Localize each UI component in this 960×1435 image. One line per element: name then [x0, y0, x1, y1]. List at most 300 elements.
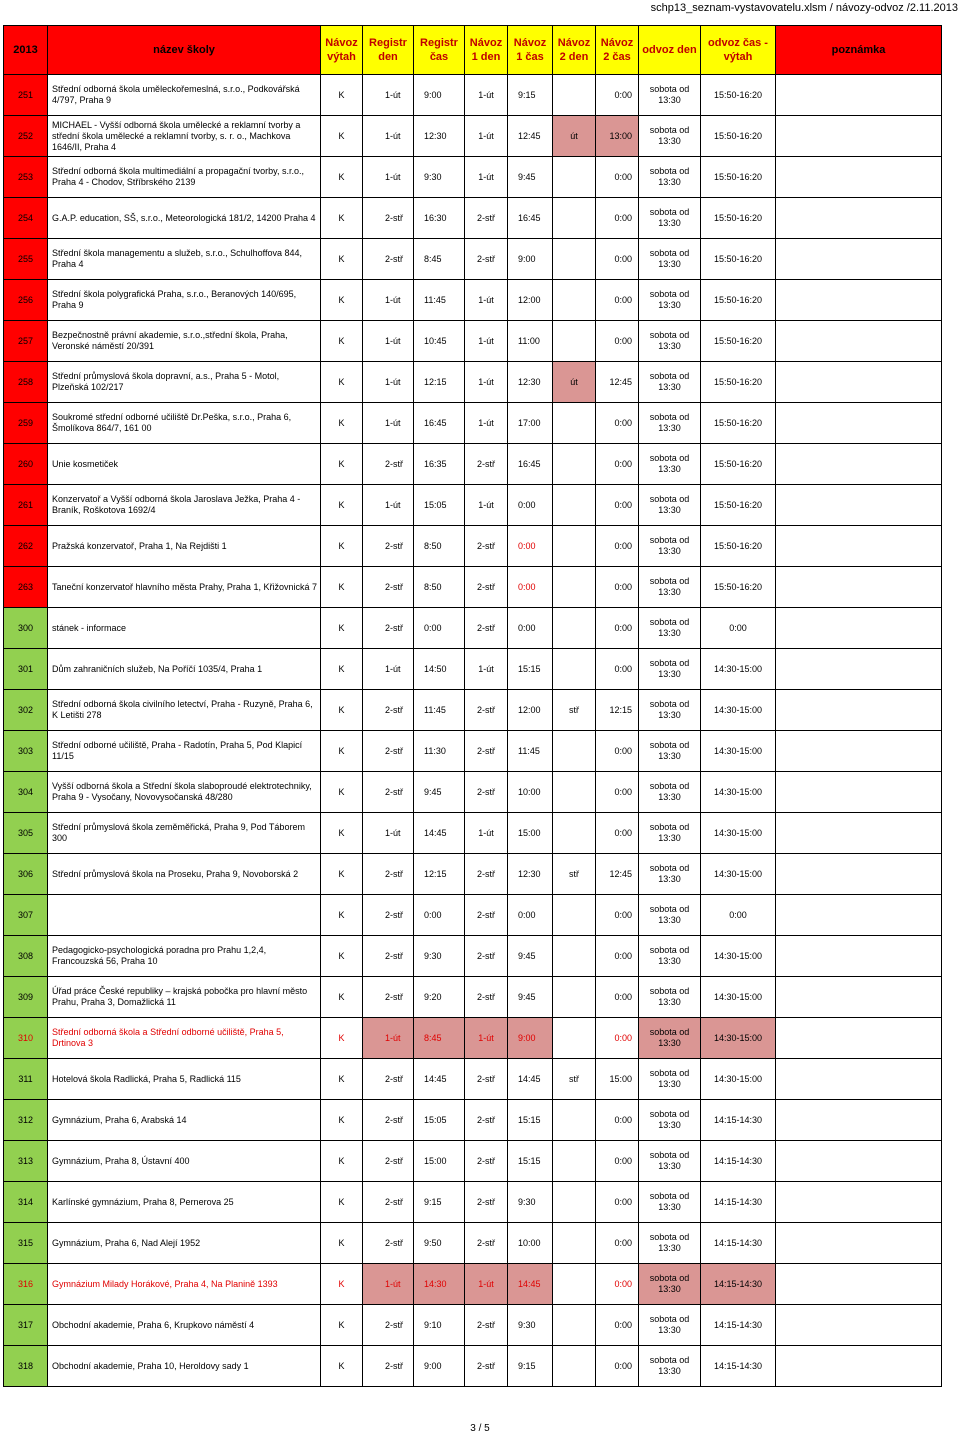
cell-registration-time: 16:45	[414, 403, 465, 444]
cell-delivery1-day: 2-stř	[465, 731, 508, 772]
cell-pickup-code: K	[321, 567, 363, 608]
cell-pickup-slot: 14:15-14:30	[701, 1223, 776, 1264]
cell-pickup-code: K	[321, 1100, 363, 1141]
cell-pickup-day: sobota od 13:30	[639, 1059, 701, 1100]
cell-delivery2-time: 0:00	[596, 649, 639, 690]
table-row	[4, 1141, 942, 1182]
cell-delivery1-day: 2-stř	[465, 772, 508, 813]
cell-delivery1-day: 2-stř	[465, 977, 508, 1018]
cell-school-name: Konzervatoř a Vyšší odborná škola Jaroslava Ježka, Praha 4 - Braník, Roškotova 1692/4	[48, 485, 321, 526]
col-header-n1-day: Návoz 1 den	[465, 26, 508, 75]
cell-pickup-slot: 14:30-15:00	[701, 1059, 776, 1100]
table-row	[4, 567, 942, 608]
cell-delivery2-day: út	[553, 116, 596, 157]
cell-registration-time: 9:20	[414, 977, 465, 1018]
table-row	[4, 403, 942, 444]
cell-delivery1-time: 9:45	[508, 157, 553, 198]
cell-note	[776, 567, 942, 608]
cell-note	[776, 526, 942, 567]
cell-row-number: 256	[4, 280, 48, 321]
cell-delivery2-day	[553, 813, 596, 854]
cell-delivery2-time: 0:00	[596, 936, 639, 977]
cell-registration-time: 10:45	[414, 321, 465, 362]
cell-delivery2-time: 0:00	[596, 157, 639, 198]
cell-delivery1-day: 2-stř	[465, 567, 508, 608]
cell-delivery1-time: 17:00	[508, 403, 553, 444]
cell-registration-time: 14:30	[414, 1264, 465, 1305]
cell-note	[776, 813, 942, 854]
cell-registration-day: 1-út	[363, 813, 414, 854]
col-header-reg-time: Registr čas	[414, 26, 465, 75]
cell-delivery2-day	[553, 239, 596, 280]
cell-row-number: 306	[4, 854, 48, 895]
cell-pickup-code: K	[321, 1305, 363, 1346]
cell-registration-time: 12:30	[414, 116, 465, 157]
cell-delivery2-day	[553, 198, 596, 239]
cell-pickup-code: K	[321, 649, 363, 690]
cell-school-name: Střední průmyslová škola zeměměřická, Praha 9, Pod Táborem 300	[48, 813, 321, 854]
cell-school-name: Střední odborné učiliště, Praha - Radotín, Praha 5, Pod Klapicí 11/15	[48, 731, 321, 772]
cell-note	[776, 1141, 942, 1182]
cell-pickup-code: K	[321, 1059, 363, 1100]
cell-note	[776, 1018, 942, 1059]
table-row	[4, 444, 942, 485]
cell-delivery2-time: 12:15	[596, 690, 639, 731]
table-row	[4, 280, 942, 321]
cell-pickup-slot: 15:50-16:20	[701, 485, 776, 526]
cell-pickup-code: K	[321, 854, 363, 895]
cell-delivery1-day: 1-út	[465, 321, 508, 362]
cell-pickup-day: sobota od 13:30	[639, 567, 701, 608]
cell-school-name: Střední průmyslová škola dopravní, a.s., Praha 5 - Motol, Plzeňská 102/217	[48, 362, 321, 403]
cell-delivery2-time: 0:00	[596, 567, 639, 608]
cell-delivery1-day: 2-stř	[465, 1059, 508, 1100]
cell-delivery1-day: 2-stř	[465, 1100, 508, 1141]
cell-pickup-slot: 14:15-14:30	[701, 1305, 776, 1346]
cell-registration-day: 2-stř	[363, 526, 414, 567]
cell-delivery2-time: 0:00	[596, 772, 639, 813]
cell-delivery2-day	[553, 280, 596, 321]
table-row	[4, 977, 942, 1018]
cell-registration-day: 2-stř	[363, 198, 414, 239]
table-row	[4, 1305, 942, 1346]
cell-delivery2-time: 0:00	[596, 1346, 639, 1387]
cell-school-name: Střední průmyslová škola na Proseku, Praha 9, Novoborská 2	[48, 854, 321, 895]
cell-delivery1-day: 1-út	[465, 362, 508, 403]
cell-delivery1-day: 1-út	[465, 813, 508, 854]
cell-registration-day: 1-út	[363, 1264, 414, 1305]
cell-row-number: 304	[4, 772, 48, 813]
table-row	[4, 1059, 942, 1100]
cell-delivery2-day	[553, 1223, 596, 1264]
cell-delivery2-day	[553, 157, 596, 198]
cell-delivery1-day: 2-stř	[465, 895, 508, 936]
cell-pickup-code: K	[321, 526, 363, 567]
col-header-reg-day: Registr den	[363, 26, 414, 75]
cell-delivery1-day: 2-stř	[465, 936, 508, 977]
cell-pickup-code: K	[321, 1346, 363, 1387]
cell-note	[776, 731, 942, 772]
cell-note	[776, 936, 942, 977]
cell-delivery2-day	[553, 75, 596, 116]
cell-registration-time: 9:00	[414, 75, 465, 116]
cell-delivery1-day: 2-stř	[465, 198, 508, 239]
table-row	[4, 731, 942, 772]
cell-note	[776, 1305, 942, 1346]
cell-pickup-day: sobota od 13:30	[639, 608, 701, 649]
cell-pickup-day: sobota od 13:30	[639, 1346, 701, 1387]
cell-pickup-day: sobota od 13:30	[639, 690, 701, 731]
cell-registration-day: 1-út	[363, 649, 414, 690]
cell-registration-day: 2-stř	[363, 1059, 414, 1100]
cell-delivery2-time: 0:00	[596, 485, 639, 526]
cell-pickup-code: K	[321, 157, 363, 198]
cell-delivery2-time: 12:45	[596, 854, 639, 895]
cell-pickup-slot: 0:00	[701, 895, 776, 936]
table-row	[4, 1100, 942, 1141]
cell-delivery2-day: stř	[553, 690, 596, 731]
cell-pickup-slot: 15:50-16:20	[701, 280, 776, 321]
cell-pickup-slot: 15:50-16:20	[701, 116, 776, 157]
cell-delivery1-day: 1-út	[465, 403, 508, 444]
cell-school-name: Střední odborná škola multimediální a propagační tvorby, s.r.o., Praha 4 - Chodov, Stříbrského 2139	[48, 157, 321, 198]
cell-registration-day: 2-stř	[363, 1141, 414, 1182]
cell-row-number: 300	[4, 608, 48, 649]
cell-registration-time: 0:00	[414, 608, 465, 649]
cell-note	[776, 1100, 942, 1141]
cell-pickup-code: K	[321, 690, 363, 731]
cell-delivery1-time: 12:30	[508, 362, 553, 403]
cell-registration-day: 2-stř	[363, 1346, 414, 1387]
cell-row-number: 254	[4, 198, 48, 239]
cell-row-number: 317	[4, 1305, 48, 1346]
cell-registration-time: 11:45	[414, 280, 465, 321]
cell-delivery2-time: 0:00	[596, 1141, 639, 1182]
cell-pickup-day: sobota od 13:30	[639, 280, 701, 321]
cell-registration-day: 1-út	[363, 280, 414, 321]
cell-delivery2-day: stř	[553, 854, 596, 895]
cell-pickup-slot: 14:30-15:00	[701, 772, 776, 813]
cell-registration-time: 0:00	[414, 895, 465, 936]
cell-pickup-slot: 15:50-16:20	[701, 567, 776, 608]
schedule-table	[3, 25, 942, 1387]
cell-note	[776, 485, 942, 526]
cell-delivery1-day: 2-stř	[465, 239, 508, 280]
cell-pickup-day: sobota od 13:30	[639, 1018, 701, 1059]
cell-pickup-slot: 14:30-15:00	[701, 936, 776, 977]
cell-delivery2-time: 0:00	[596, 977, 639, 1018]
cell-pickup-code: K	[321, 485, 363, 526]
table-row	[4, 116, 942, 157]
cell-delivery2-day	[553, 1100, 596, 1141]
cell-registration-time: 11:45	[414, 690, 465, 731]
cell-registration-day: 1-út	[363, 403, 414, 444]
col-header-pickup: Návoz výtah	[321, 26, 363, 75]
cell-registration-day: 2-stř	[363, 444, 414, 485]
cell-school-name: Karlínské gymnázium, Praha 8, Pernerova 25	[48, 1182, 321, 1223]
cell-registration-day: 2-stř	[363, 608, 414, 649]
cell-delivery2-time: 0:00	[596, 1305, 639, 1346]
cell-row-number: 253	[4, 157, 48, 198]
cell-row-number: 312	[4, 1100, 48, 1141]
cell-row-number: 251	[4, 75, 48, 116]
cell-pickup-day: sobota od 13:30	[639, 116, 701, 157]
cell-pickup-slot: 14:30-15:00	[701, 977, 776, 1018]
cell-registration-time: 9:45	[414, 772, 465, 813]
cell-delivery2-day	[553, 1141, 596, 1182]
cell-delivery1-time: 10:00	[508, 772, 553, 813]
cell-delivery1-day: 1-út	[465, 116, 508, 157]
cell-delivery2-day	[553, 321, 596, 362]
cell-note	[776, 116, 942, 157]
cell-pickup-code: K	[321, 321, 363, 362]
cell-delivery2-time: 12:45	[596, 362, 639, 403]
cell-registration-time: 9:00	[414, 1346, 465, 1387]
cell-pickup-code: K	[321, 239, 363, 280]
cell-delivery1-time: 12:45	[508, 116, 553, 157]
col-header-n2-time: Návoz 2 čas	[596, 26, 639, 75]
cell-pickup-day: sobota od 13:30	[639, 1182, 701, 1223]
cell-pickup-code: K	[321, 813, 363, 854]
cell-registration-day: 2-stř	[363, 895, 414, 936]
cell-delivery2-time: 0:00	[596, 813, 639, 854]
table-row	[4, 895, 942, 936]
cell-delivery2-day: út	[553, 362, 596, 403]
cell-note	[776, 772, 942, 813]
cell-pickup-day: sobota od 13:30	[639, 1305, 701, 1346]
cell-school-name: Taneční konzervatoř hlavního města Prahy, Praha 1, Křižovnická 7	[48, 567, 321, 608]
cell-registration-time: 8:45	[414, 239, 465, 280]
cell-note	[776, 403, 942, 444]
cell-delivery1-time: 11:45	[508, 731, 553, 772]
cell-school-name: Střední odborná škola civilního letectví, Praha - Ruzyně, Praha 6, K Letišti 278	[48, 690, 321, 731]
col-header-note: poznámka	[776, 26, 942, 75]
cell-note	[776, 854, 942, 895]
cell-school-name: Gymnázium, Praha 6, Nad Alejí 1952	[48, 1223, 321, 1264]
cell-pickup-slot: 14:30-15:00	[701, 690, 776, 731]
cell-delivery2-day	[553, 526, 596, 567]
cell-delivery1-time: 0:00	[508, 567, 553, 608]
cell-registration-day: 2-stř	[363, 977, 414, 1018]
cell-delivery1-time: 15:15	[508, 1100, 553, 1141]
cell-registration-time: 14:45	[414, 813, 465, 854]
cell-delivery1-day: 1-út	[465, 485, 508, 526]
table-body	[4, 75, 942, 1387]
cell-pickup-day: sobota od 13:30	[639, 813, 701, 854]
cell-registration-day: 2-stř	[363, 567, 414, 608]
cell-registration-time: 14:50	[414, 649, 465, 690]
cell-pickup-day: sobota od 13:30	[639, 854, 701, 895]
cell-pickup-day: sobota od 13:30	[639, 239, 701, 280]
cell-school-name: Gymnázium, Praha 6, Arabská 14	[48, 1100, 321, 1141]
cell-delivery1-time: 9:30	[508, 1182, 553, 1223]
table-row	[4, 321, 942, 362]
cell-delivery1-time: 16:45	[508, 198, 553, 239]
cell-row-number: 261	[4, 485, 48, 526]
col-header-year: 2013	[4, 26, 48, 75]
cell-delivery2-day	[553, 567, 596, 608]
cell-school-name: Pražská konzervatoř, Praha 1, Na Rejdišti 1	[48, 526, 321, 567]
cell-registration-time: 9:10	[414, 1305, 465, 1346]
cell-row-number: 260	[4, 444, 48, 485]
cell-delivery2-time: 0:00	[596, 444, 639, 485]
cell-delivery1-day: 2-stř	[465, 1346, 508, 1387]
cell-delivery1-time: 0:00	[508, 895, 553, 936]
cell-pickup-day: sobota od 13:30	[639, 75, 701, 116]
cell-school-name: Úřad práce České republiky – krajská pobočka pro hlavní město Prahu, Praha 3, Domažlická 11	[48, 977, 321, 1018]
cell-note	[776, 362, 942, 403]
cell-delivery2-day	[553, 1305, 596, 1346]
col-header-odvoz-slot: odvoz čas - výtah	[701, 26, 776, 75]
cell-row-number: 252	[4, 116, 48, 157]
cell-school-name: stánek - informace	[48, 608, 321, 649]
cell-registration-day: 2-stř	[363, 1182, 414, 1223]
cell-pickup-slot: 14:30-15:00	[701, 854, 776, 895]
col-header-n1-time: Návoz 1 čas	[508, 26, 553, 75]
cell-pickup-code: K	[321, 1264, 363, 1305]
cell-pickup-day: sobota od 13:30	[639, 321, 701, 362]
cell-delivery1-day: 2-stř	[465, 854, 508, 895]
cell-delivery1-time: 0:00	[508, 526, 553, 567]
cell-registration-time: 12:15	[414, 362, 465, 403]
cell-delivery2-day	[553, 731, 596, 772]
cell-pickup-code: K	[321, 444, 363, 485]
col-header-odvoz-day: odvoz den	[639, 26, 701, 75]
cell-registration-time: 9:15	[414, 1182, 465, 1223]
cell-delivery2-time: 0:00	[596, 239, 639, 280]
col-header-n2-day: Návoz 2 den	[553, 26, 596, 75]
table-row	[4, 75, 942, 116]
cell-delivery1-day: 1-út	[465, 649, 508, 690]
cell-pickup-day: sobota od 13:30	[639, 649, 701, 690]
cell-delivery2-time: 0:00	[596, 526, 639, 567]
cell-delivery2-day	[553, 1182, 596, 1223]
cell-school-name: Unie kosmetiček	[48, 444, 321, 485]
cell-pickup-code: K	[321, 1141, 363, 1182]
cell-delivery2-day	[553, 936, 596, 977]
cell-pickup-slot: 15:50-16:20	[701, 362, 776, 403]
cell-pickup-slot: 15:50-16:20	[701, 526, 776, 567]
cell-pickup-code: K	[321, 280, 363, 321]
table-row	[4, 936, 942, 977]
cell-delivery1-day: 2-stř	[465, 1305, 508, 1346]
cell-delivery1-time: 0:00	[508, 485, 553, 526]
cell-delivery1-time: 14:45	[508, 1059, 553, 1100]
cell-row-number: 259	[4, 403, 48, 444]
cell-pickup-slot: 14:30-15:00	[701, 731, 776, 772]
cell-delivery1-time: 9:00	[508, 239, 553, 280]
cell-pickup-code: K	[321, 772, 363, 813]
cell-pickup-day: sobota od 13:30	[639, 772, 701, 813]
cell-delivery1-day: 2-stř	[465, 444, 508, 485]
cell-school-name: Bezpečnostně právní akademie, s.r.o.,střední škola, Praha, Veronské náměstí 20/391	[48, 321, 321, 362]
cell-pickup-slot: 15:50-16:20	[701, 75, 776, 116]
cell-delivery2-time: 0:00	[596, 1264, 639, 1305]
cell-pickup-slot: 14:30-15:00	[701, 813, 776, 854]
cell-delivery2-time: 0:00	[596, 895, 639, 936]
cell-registration-day: 1-út	[363, 116, 414, 157]
cell-pickup-code: K	[321, 731, 363, 772]
cell-pickup-slot: 15:50-16:20	[701, 239, 776, 280]
cell-row-number: 262	[4, 526, 48, 567]
cell-pickup-day: sobota od 13:30	[639, 485, 701, 526]
cell-delivery1-time: 15:15	[508, 649, 553, 690]
cell-delivery2-time: 15:00	[596, 1059, 639, 1100]
cell-delivery1-time: 9:45	[508, 936, 553, 977]
cell-pickup-day: sobota od 13:30	[639, 1264, 701, 1305]
cell-note	[776, 1059, 942, 1100]
cell-delivery1-time: 11:00	[508, 321, 553, 362]
cell-school-name: Obchodní akademie, Praha 6, Krupkovo náměstí 4	[48, 1305, 321, 1346]
cell-delivery2-time: 0:00	[596, 198, 639, 239]
cell-row-number: 301	[4, 649, 48, 690]
cell-pickup-day: sobota od 13:30	[639, 444, 701, 485]
cell-pickup-slot: 14:15-14:30	[701, 1100, 776, 1141]
table-row	[4, 485, 942, 526]
cell-pickup-day: sobota od 13:30	[639, 977, 701, 1018]
cell-delivery2-time: 13:00	[596, 116, 639, 157]
table-row	[4, 772, 942, 813]
cell-note	[776, 157, 942, 198]
cell-pickup-day: sobota od 13:30	[639, 1141, 701, 1182]
cell-note	[776, 1182, 942, 1223]
cell-row-number: 308	[4, 936, 48, 977]
cell-delivery1-day: 2-stř	[465, 1223, 508, 1264]
cell-registration-day: 2-stř	[363, 772, 414, 813]
cell-delivery1-time: 16:45	[508, 444, 553, 485]
cell-delivery1-time: 9:00	[508, 1018, 553, 1059]
cell-pickup-slot: 14:15-14:30	[701, 1346, 776, 1387]
table-row	[4, 1346, 942, 1387]
cell-school-name: Soukromé střední odborné učiliště Dr.Peška, s.r.o., Praha 6, Šmolíkova 864/7, 161 00	[48, 403, 321, 444]
cell-registration-time: 15:05	[414, 1100, 465, 1141]
cell-school-name	[48, 895, 321, 936]
cell-school-name: Střední škola managementu a služeb, s.r.o., Schulhoffova 844, Praha 4	[48, 239, 321, 280]
cell-registration-time: 8:45	[414, 1018, 465, 1059]
cell-delivery1-day: 1-út	[465, 1018, 508, 1059]
cell-note	[776, 895, 942, 936]
cell-pickup-code: K	[321, 75, 363, 116]
cell-pickup-day: sobota od 13:30	[639, 157, 701, 198]
cell-row-number: 257	[4, 321, 48, 362]
cell-pickup-slot: 14:15-14:30	[701, 1182, 776, 1223]
cell-delivery2-day	[553, 444, 596, 485]
cell-note	[776, 75, 942, 116]
cell-delivery1-time: 10:00	[508, 1223, 553, 1264]
cell-delivery1-time: 9:45	[508, 977, 553, 1018]
cell-note	[776, 198, 942, 239]
cell-pickup-day: sobota od 13:30	[639, 198, 701, 239]
cell-pickup-code: K	[321, 1018, 363, 1059]
cell-registration-time: 8:50	[414, 567, 465, 608]
cell-delivery2-time: 0:00	[596, 608, 639, 649]
cell-school-name: Pedagogicko-psychologická poradna pro Prahu 1,2,4, Francouzská 56, Praha 10	[48, 936, 321, 977]
table-row	[4, 526, 942, 567]
cell-delivery1-day: 1-út	[465, 157, 508, 198]
cell-delivery2-time: 0:00	[596, 403, 639, 444]
cell-pickup-day: sobota od 13:30	[639, 731, 701, 772]
cell-delivery2-time: 0:00	[596, 1018, 639, 1059]
cell-delivery1-day: 1-út	[465, 280, 508, 321]
cell-school-name: Hotelová škola Radlická, Praha 5, Radlická 115	[48, 1059, 321, 1100]
table-row	[4, 198, 942, 239]
cell-pickup-slot: 15:50-16:20	[701, 198, 776, 239]
cell-delivery2-day	[553, 772, 596, 813]
cell-registration-time: 15:05	[414, 485, 465, 526]
table-row	[4, 1264, 942, 1305]
table-row	[4, 362, 942, 403]
cell-registration-time: 12:15	[414, 854, 465, 895]
